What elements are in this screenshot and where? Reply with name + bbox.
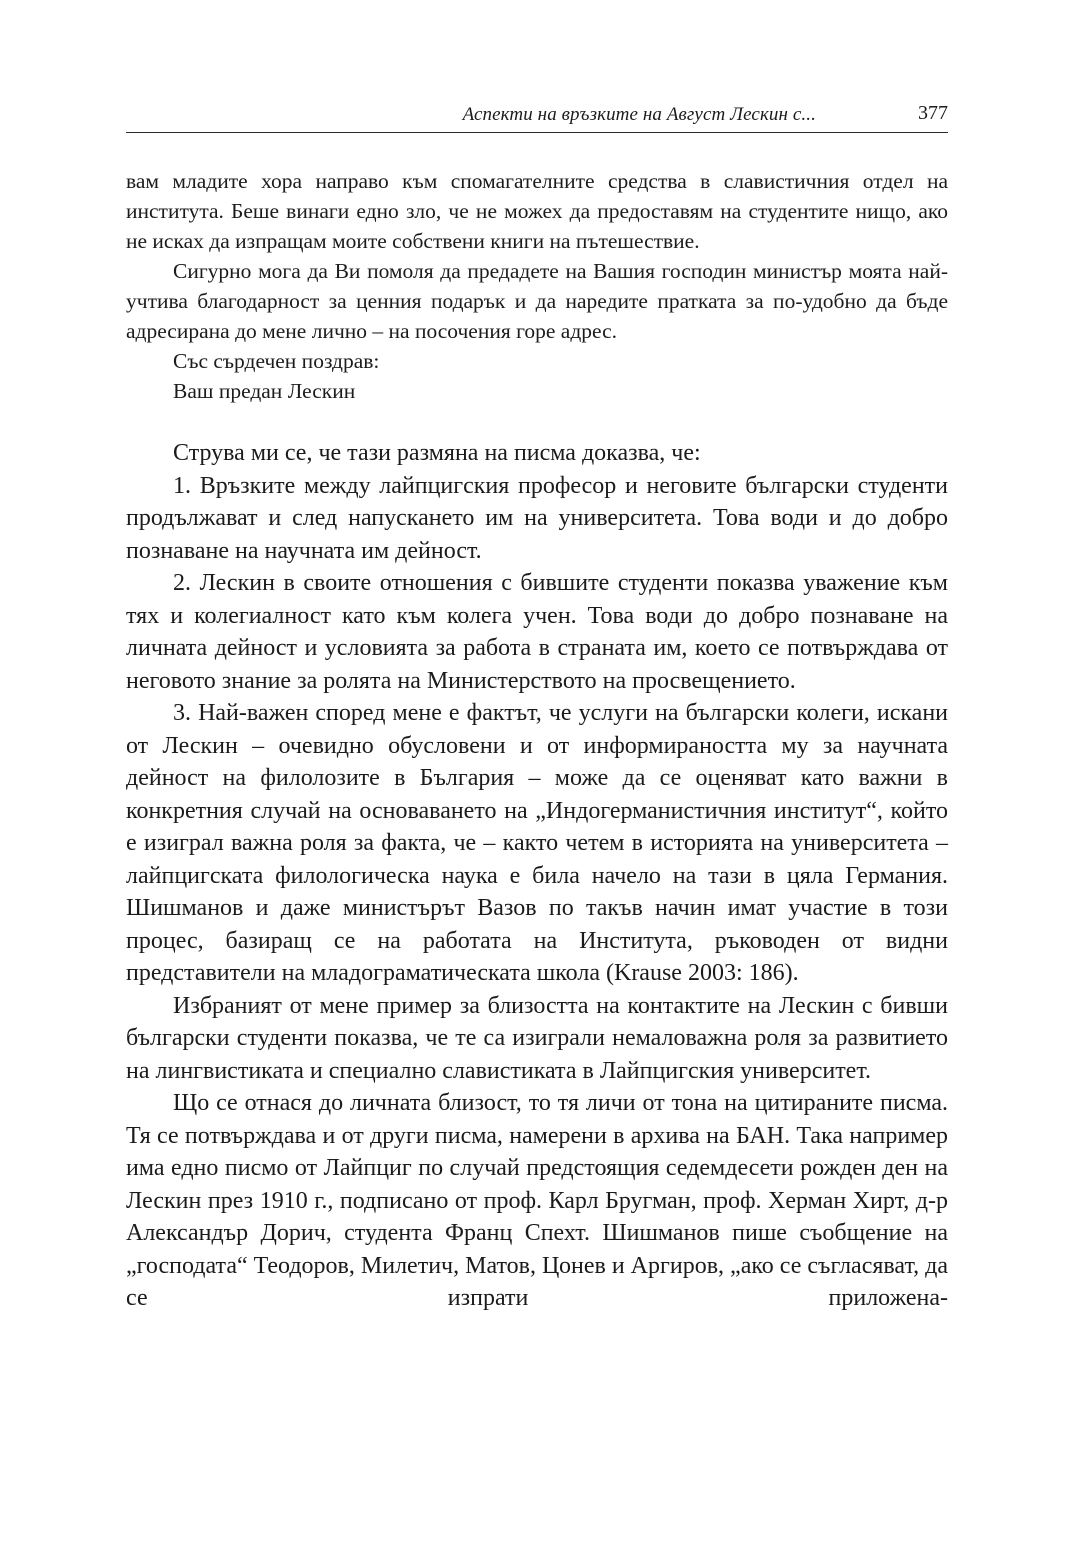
example-paragraph: Избраният от мене пример за близостта на контактите на Лескин с бивши български студенти показва, че те са изиграли немаловажна роля за развитието на лингвистиката и специално славистиката в Лайпцигския университет. (126, 992, 948, 1084)
point-3-paragraph: 3. Най-важен според мене е фактът, че услуги на български колеги, искани от Лескин – очевидно обусловени и от информираността му за научната дейност на филолозите в България – може да се оценяват като важни в конкретния случай на основаването на „Индогерманистичния институт“, който е изиграл важна роля за факта, че – както четем в историята на университета – лайпцигската филологическа наука е била начело на тази в цяла Германия. Шишманов и даже министърът Вазов по такъв начин имат участие в този процес, базиращ се на работата на Института, ръководен от видни представители на младограматическата школа (Krause 2003: 186). (126, 700, 948, 986)
page-number: 377 (918, 102, 948, 124)
closeness-paragraph: Що се отнася до личната близост, то тя личи от тона на цитираните писма. Тя се потвърждава и от други писма, намерени в архива на БАН. Така например има едно писмо от Лайпциг по случай предстоящия седемдесети рожден ден на Лескин през 1910 г., подписано от проф. Карл Бругман, проф. Херман Хирт, д-р Александър Дорич, студента Франц Спехт. Шишманов пише съобщение на „господата“ Теодоров, Милетич, Матов, Цонев и Аргиров, „ако се съгласяват, да се изпрати приложена- (126, 1090, 948, 1311)
point-2-paragraph: 2. Лескин в своите отношения с бившите студенти показва уважение към тях и колегиалност като към колега учен. Това води до добро познаване на личната дейност и условията за работа в страната им, което се потвърждава от неговото знание за ролята на Министерството на просвещението. (126, 570, 948, 694)
running-title: Аспекти на връзките на Август Лескин с... (462, 104, 816, 125)
letter-request: Сигурно мога да Ви помоля да предадете на Вашия господин министър моята най-учтива благодарност за ценния подарък и да наредите пратката за по-удобно да бъде адресирана до мене лично – на посочения горе адрес. (126, 259, 948, 343)
letter-greeting: Със сърдечен поздрав: (173, 349, 380, 373)
point-1-paragraph: 1. Връзките между лайпцигския професор и неговите български студенти продължават и след напускането им на университета. Това води и до добро познаване на научната им дейност. (126, 472, 948, 564)
quoted-letter (126, 166, 948, 406)
intro-paragraph: Струва ми се, че тази размяна на писма доказва, че: (173, 440, 701, 466)
letter-continuation: вам младите хора направо към спомагателните средства в славистичния отдел на института. Беше винаги едно зло, че не можех да предоставям на студентите нищо, ако не исках да изпращам моите собствени книги на пътешествие. (126, 169, 948, 253)
main-text (126, 437, 948, 1315)
running-header (126, 100, 948, 133)
letter-signature: Ваш предан Лескин (173, 379, 356, 403)
